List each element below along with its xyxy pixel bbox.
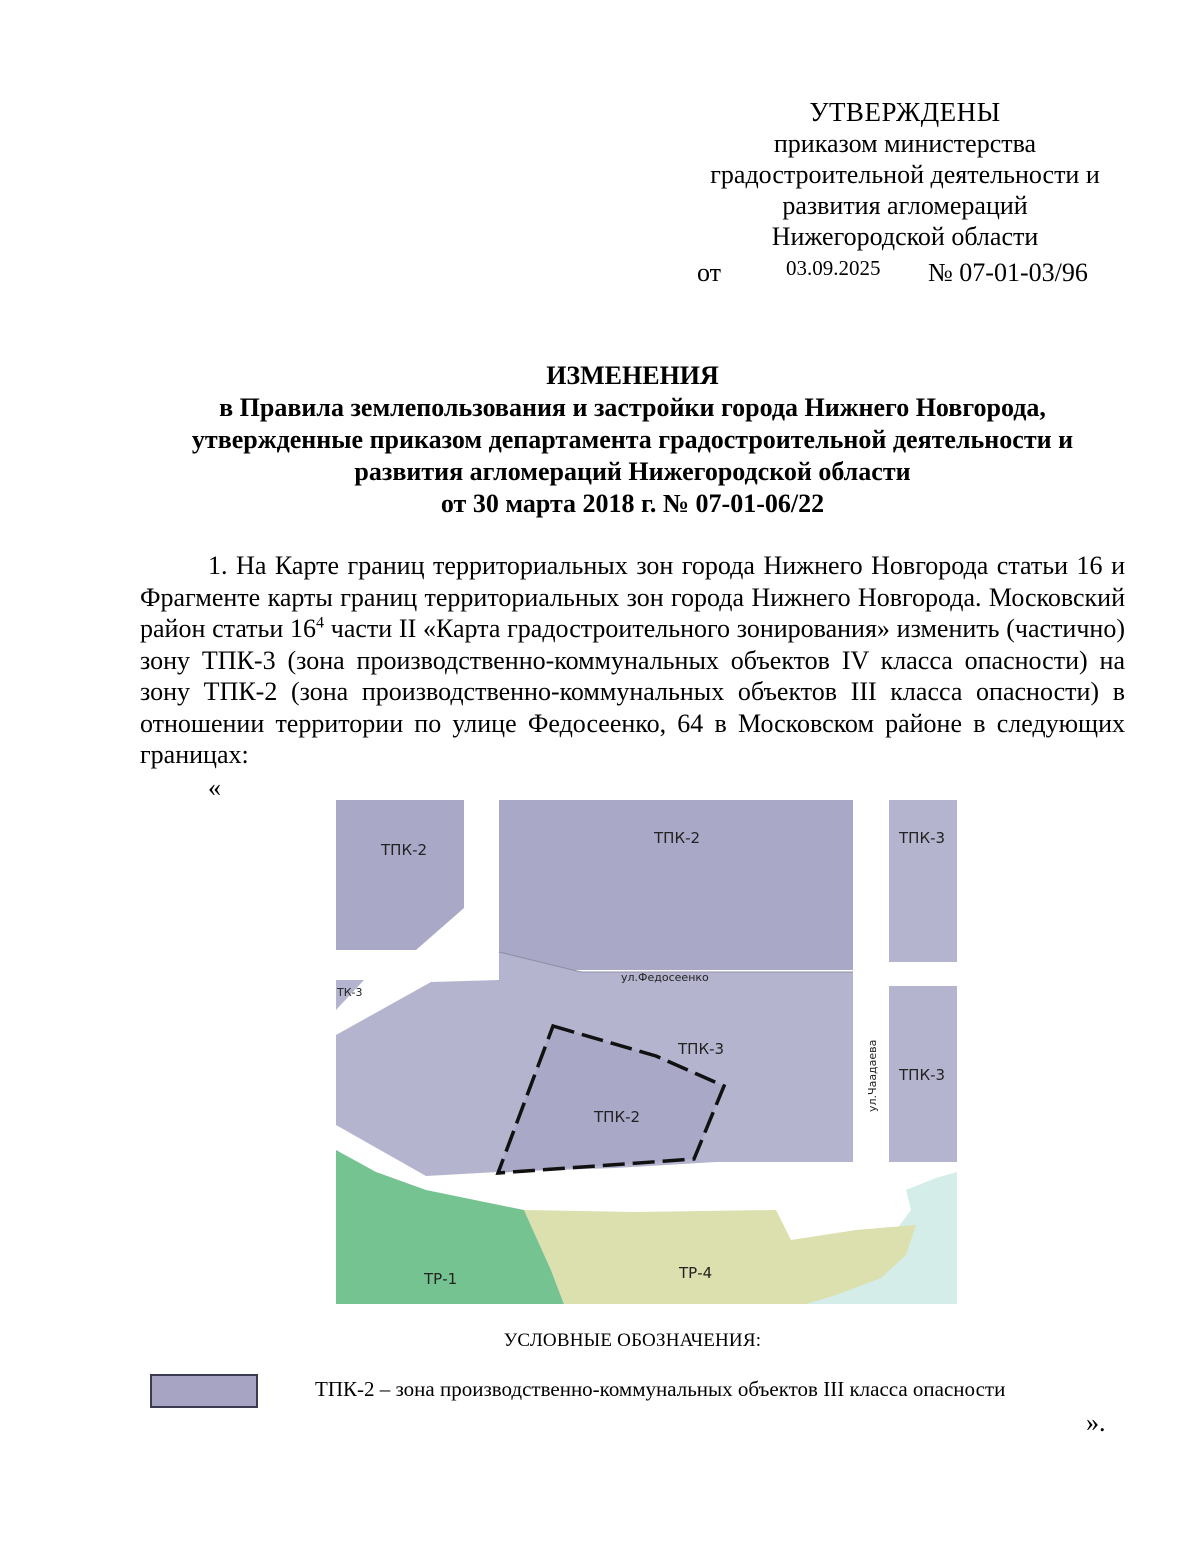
approval-line-4: Нижегородской области <box>771 222 1039 251</box>
label-tpk2-dashed: ТПК-2 <box>594 1108 641 1126</box>
order-number: № 07-01-03/96 <box>928 258 1088 287</box>
label-tr4: ТР-4 <box>679 1264 713 1282</box>
label-street-fedoseenko: ул.Федосеенко <box>621 971 709 984</box>
label-tpk2-top-center: ТПК-2 <box>654 829 701 847</box>
paragraph-text-2: части II «Карта градостроительного зонирования» изменить (частично) зону ТПК-3 (зона производственно-коммунальных объектов IV класса опасности) на зону ТПК-2 (зона производственно-коммунальных объектов III класса опасности) в отношении территории по улице Федосеенко, 64 в Московском районе в следующих границах: <box>140 614 1125 769</box>
legend-swatch-tpk2 <box>150 1374 258 1408</box>
date-prefix: от <box>697 258 722 287</box>
opening-quote: « <box>208 773 221 802</box>
order-date-row <box>0 258 1200 292</box>
body-paragraph <box>140 550 1125 771</box>
closing-quote: ». <box>1086 1408 1106 1437</box>
label-tr1: ТР-1 <box>424 1270 458 1288</box>
zone-tpk3-top-right <box>889 800 957 962</box>
order-date: 03.09.2025 <box>786 256 881 280</box>
heading-title: ИЗМЕНЕНИЯ <box>546 361 719 390</box>
label-tpk3-center: ТПК-3 <box>678 1040 725 1058</box>
paragraph-text-1: 1. На Карте границ территориальных зон города Нижнего Новгорода статьи 16 и Фрагменте карты границ территориальных зон города Нижнего Новгорода. Московский район статьи 16 <box>140 551 1125 643</box>
approval-line-2: градостроительной деятельности и <box>710 160 1100 189</box>
heading-line-3: утвержденные приказом департамента градостроительной деятельности и <box>191 425 1074 454</box>
heading-line-4: развития агломераций Нижегородской области <box>354 457 911 486</box>
label-tpk3-right: ТПК-3 <box>899 1066 946 1084</box>
zoning-map <box>336 800 957 1304</box>
approval-title: УТВЕРЖДЕНЫ <box>809 97 1001 127</box>
document-heading <box>100 360 1165 520</box>
label-street-chaadaeva: ул.Чаадаева <box>866 1039 879 1112</box>
label-tpk3-top-right: ТПК-3 <box>899 829 946 847</box>
heading-line-2: в Правила землепользования и застройки города Нижнего Новгорода, <box>219 393 1046 422</box>
approval-block <box>680 97 1130 252</box>
approval-line-1: приказом министерства <box>773 129 1037 158</box>
heading-line-5: от 30 марта 2018 г. № 07-01-06/22 <box>440 489 825 518</box>
legend-title: УСЛОВНЫЕ ОБОЗНАЧЕНИЯ: <box>503 1330 762 1351</box>
zone-tpk2-top-center <box>499 800 853 970</box>
legend-item-text: ТПК-2 – зона производственно-коммунальных объектов III класса опасности <box>315 1377 1006 1401</box>
paragraph-superscript: 4 <box>316 614 325 632</box>
label-tpk3-left-edge: ТК-3 <box>337 986 363 999</box>
label-tpk2-top-left: ТПК-2 <box>381 841 428 859</box>
approval-line-3: развития агломераций <box>782 191 1028 220</box>
